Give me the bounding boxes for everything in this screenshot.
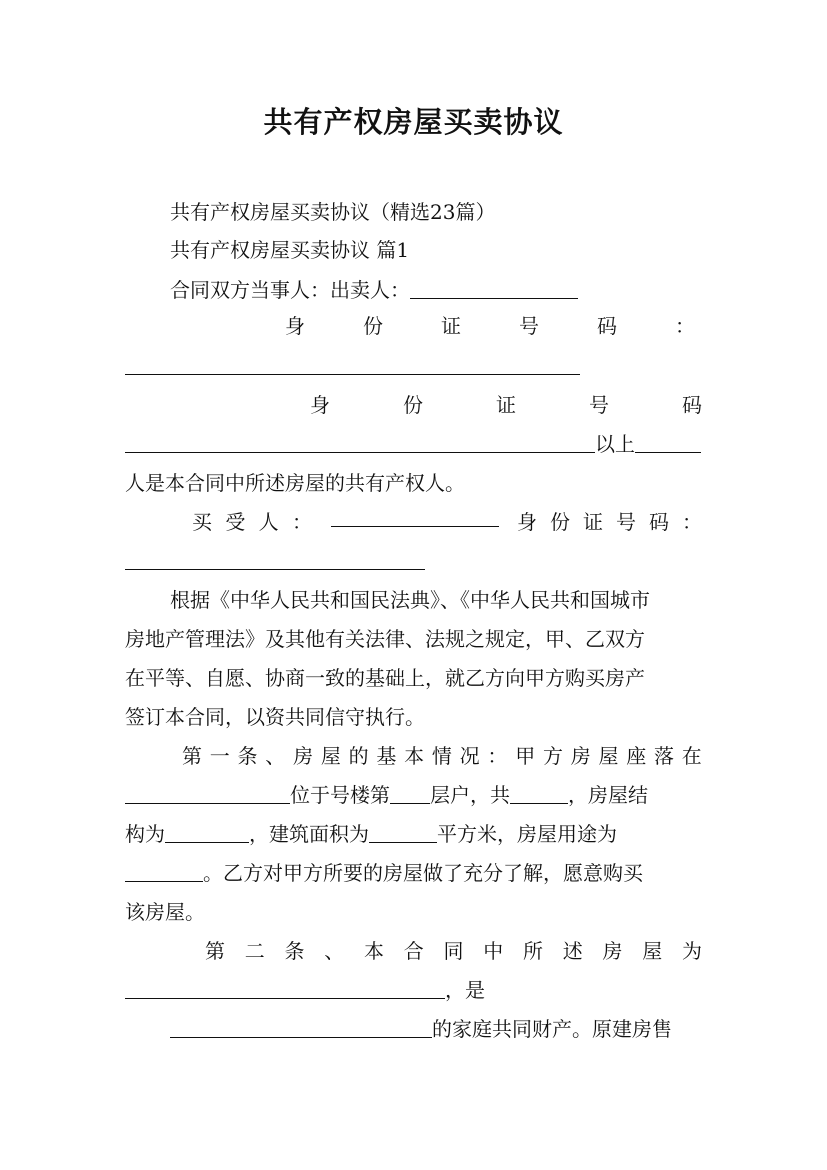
- text-line-spaced: [192, 508, 702, 536]
- text-line-spaced: [205, 937, 702, 965]
- text-segment: ，是: [445, 978, 485, 1002]
- text-line: [125, 430, 702, 458]
- text-line-spaced: [182, 742, 702, 770]
- spaced-text: 身 份 证 号 码 ：: [517, 510, 702, 534]
- text-line: 根据《中华人民共和国民法典》、《中华人民共和国城市: [170, 588, 650, 612]
- spaced-text: 身 份 证 号 码 ：: [285, 314, 695, 338]
- text-line: 在平等、自愿、协商一致的基础上，就乙方向甲方购买房产: [125, 666, 645, 690]
- text-segment: 平方米，房屋用途为: [437, 822, 617, 846]
- blank-underline: [410, 280, 578, 299]
- blank-underline: [125, 356, 580, 375]
- blank-underline: [125, 551, 425, 570]
- text-segment: ，房屋结: [568, 783, 648, 807]
- text-line: [125, 781, 702, 809]
- text-line: [125, 820, 702, 848]
- blank-underline: [125, 785, 290, 804]
- blank-underline: [165, 824, 249, 843]
- spaced-text: 身 份 证 号 码: [310, 393, 702, 417]
- text-segment: 位于号楼第: [290, 783, 390, 807]
- text-line: 共有产权房屋买卖协议 篇1: [170, 238, 410, 262]
- text-segment: 的家庭共同财产。原建房售: [432, 1017, 672, 1041]
- spaced-text: 第 二 条 、 本 合 同 中 所 述 房 屋 为: [205, 939, 702, 963]
- blank-underline: [170, 1019, 432, 1038]
- text-segment: 合同双方当事人：出卖人：: [170, 278, 410, 302]
- text-line-spaced: [310, 391, 702, 419]
- blank-underline: [331, 508, 499, 527]
- spaced-text: 第 一 条 、 房 屋 的 基 本 情 况 ： 甲 方 房 屋 座 落 在: [182, 744, 702, 768]
- text-segment: ，建筑面积为: [249, 822, 369, 846]
- text-segment: 以上: [595, 432, 635, 456]
- text-line: [125, 547, 702, 575]
- text-line: 人是本合同中所述房屋的共有产权人。: [125, 471, 465, 495]
- blank-underline: [635, 434, 701, 453]
- blank-underline: [125, 434, 595, 453]
- text-line: 共有产权房屋买卖协议（精选23篇）: [170, 200, 496, 224]
- text-line: [125, 859, 702, 887]
- text-line: [125, 352, 702, 380]
- text-line: 该房屋。: [125, 900, 205, 924]
- blank-underline: [510, 785, 568, 804]
- blank-underline: [125, 980, 445, 999]
- blank-underline: [125, 863, 203, 882]
- text-line: 签订本合同，以资共同信守执行。: [125, 705, 425, 729]
- blank-underline: [369, 824, 437, 843]
- document-title: 共有产权房屋买卖协议: [263, 105, 564, 139]
- text-segment: 。乙方对甲方所要的房屋做了充分了解，愿意购买: [203, 861, 643, 885]
- text-line: [170, 276, 702, 304]
- blank-underline: [390, 785, 430, 804]
- text-line-spaced: [285, 312, 695, 340]
- text-line: 房地产管理法》及其他有关法律、法规之规定，甲、乙双方: [125, 627, 645, 651]
- text-segment: 构为: [125, 822, 165, 846]
- spaced-text: 买 受 人 ：: [192, 510, 312, 534]
- text-line: [125, 976, 702, 1004]
- text-segment: 层户，共: [430, 783, 510, 807]
- text-line: [170, 1015, 702, 1043]
